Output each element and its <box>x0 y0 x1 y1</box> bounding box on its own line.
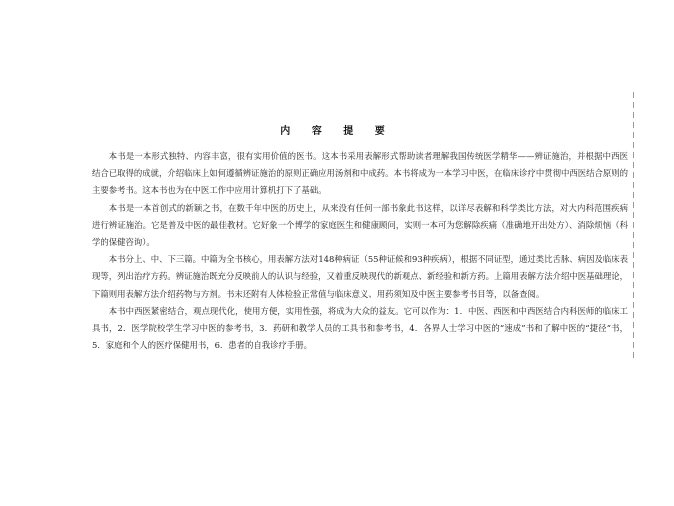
scan-edge-line <box>633 92 634 362</box>
document-title: 内 容 提 要 <box>280 126 394 137</box>
paragraph-4: 本书中西医紧密结合，观点现代化，使用方便，实用性强，将成为大众的益友。它可以作为：1．中医、西医和中西医结合内科医师的临床工具书，2．医学院校学生学习中医的参考书，3．药研和教学人员的工具书和参考书，4．各界人士学习中医的“速成”书和了解中医的“捷径”书，5．家庭和个人的医疗保健用书，6．患者的自我诊疗手册。 <box>92 305 628 351</box>
document-body <box>92 148 628 354</box>
paragraph-3: 本书分上、中、下三篇。中篇为全书核心，用表解方法对148种病证（55种证候和93种疾病），根据不同证型，通过类比舌脉、病因及临床表现等，列出治疗方药。辨证施治既充分反映前人的认识与经验，又着重反映现代的新观点、新经验和新方药。上篇用表解方法介绍中医基础理论，下篇则用表解方法介绍药物与方剂。书末还附有人体检验正常值与临床意义、用药须知及中医主要参考书目等，以备查阅。 <box>92 254 628 299</box>
paragraph-1: 本书是一本形式独特、内容丰富，很有实用价值的医书。这本书采用表解形式帮助读者理解我国传统医学精华——辨证施治，并根据中西医结合已取得的成就，介绍临床上如何遵循辨证施治的原则正确应用汤剂和中成药。本书将成为一本学习中医，在临床诊疗中贯彻中西医结合原则的主要参考书。这本书也为在中医工作中应用计算机打下了基础。 <box>92 151 628 196</box>
paragraph-2: 本书是一本首创式的新颖之书，在数千年中医的历史上，从来没有任何一部书象此书这样，以详尽表解和科学类比方法，对大内科范围疾病进行辨证施治。它是普及中医的最佳教材。它好象一个博学的家庭医生和健康顾问，实则一本可为您解除疾痛（准确地开出处方）、消除烦恼（科学的保健咨询）。 <box>92 202 628 248</box>
